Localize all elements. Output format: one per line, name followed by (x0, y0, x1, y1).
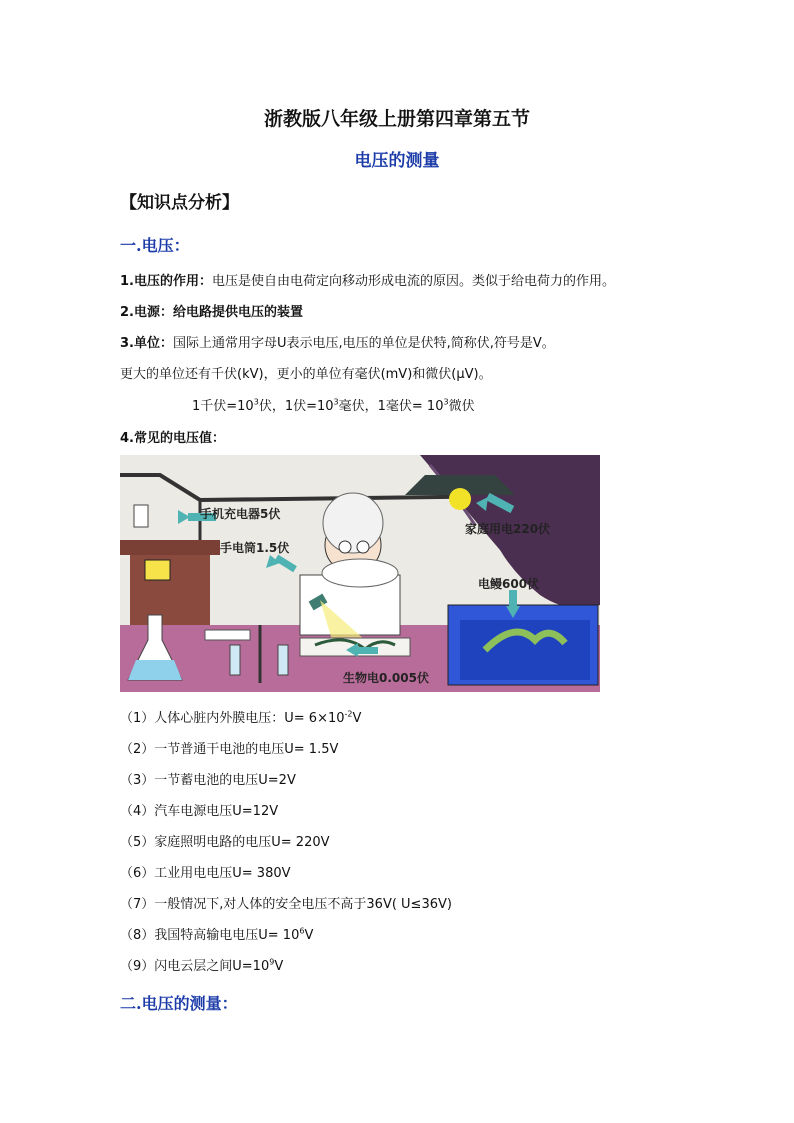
paragraph-label: 1.电压的作用： (120, 274, 212, 289)
exponent: -2 (344, 709, 353, 719)
exponent: 3 (443, 397, 449, 407)
label-flashlight: 手电筒1.5伏 (220, 541, 290, 555)
unit-conversion (192, 395, 475, 414)
page-title: 浙教版八年级上册第四章第五节 (263, 108, 530, 130)
list-item (120, 707, 452, 738)
list-item-text: （3）一节蓄电池的电压U=2V (120, 773, 296, 788)
list-item (120, 924, 452, 955)
list-item (120, 893, 452, 924)
conv-part: 1千伏=10 (192, 399, 254, 414)
voltage-examples-illustration (120, 455, 600, 692)
list-item-text: （8）我国特高输电电压U= 10 (120, 928, 300, 943)
voltage-values-list (120, 707, 452, 986)
paragraph-power-source (120, 301, 303, 320)
list-item (120, 831, 452, 862)
list-item (120, 738, 452, 769)
exponent: 6 (299, 926, 305, 936)
paragraph-text: 国际上通常用字母U表示电压,电压的单位是伏特,简称伏,符号是V。 (172, 336, 555, 351)
list-item (120, 862, 452, 893)
label-eel: 电鳗600伏 (478, 577, 540, 591)
paragraph-label: 4.常见的电压值： (120, 431, 225, 446)
page-subtitle: 电压的测量 (354, 151, 440, 171)
section-1-heading: 一.电压： (120, 236, 190, 255)
unit-suffix: V (304, 928, 314, 943)
list-item (120, 955, 452, 986)
label-bioelectricity: 生物电0.005伏 (343, 671, 429, 685)
unit-suffix: V (274, 959, 284, 974)
paragraph-voltage-role (120, 270, 615, 289)
unit-suffix: V (352, 711, 362, 726)
list-item-text: （1）人体心脏内外膜电压：U= 6×10 (120, 711, 345, 726)
label-household: 家庭用电220伏 (465, 522, 551, 536)
list-item-text: （7）一般情况下,对人体的安全电压不高于36V( U≤36V) (120, 897, 452, 912)
paragraph-unit (120, 332, 555, 351)
exponent: 3 (253, 397, 259, 407)
paragraph-label: 2.电源： (120, 305, 173, 320)
section-2-heading: 二.电压的测量： (120, 994, 238, 1013)
label-charger: 手机充电器5伏 (200, 507, 281, 521)
exponent: 9 (269, 957, 275, 967)
paragraph-text: 给电路提供电压的装置 (172, 305, 303, 320)
paragraph-label: 3.单位： (120, 336, 173, 351)
conv-part: 微伏 (448, 399, 475, 414)
paragraph-more-units: 更大的单位还有千伏(kV)，更小的单位有毫伏(mV)和微伏(μV)。 (120, 367, 492, 382)
list-item (120, 800, 452, 831)
list-item-text: （4）汽车电源电压U=12V (120, 804, 279, 819)
list-item (120, 769, 452, 800)
paragraph-text: 电压是使自由电荷定向移动形成电流的原因。类似于给电荷力的作用。 (211, 274, 615, 289)
list-item-text: （6）工业用电电压U= 380V (120, 866, 291, 881)
list-item-text: （9）闪电云层之间U=10 (120, 959, 270, 974)
knowledge-heading: 【知识点分析】 (120, 193, 239, 213)
conv-part: 毫伏，1毫伏= 10 (338, 399, 444, 414)
exponent: 3 (333, 397, 339, 407)
list-item-text: （2）一节普通干电池的电压U= 1.5V (120, 742, 339, 757)
list-item-text: （5）家庭照明电路的电压U= 220V (120, 835, 330, 850)
common-voltages-heading (120, 427, 225, 446)
conv-part: 伏，1伏=10 (258, 399, 334, 414)
